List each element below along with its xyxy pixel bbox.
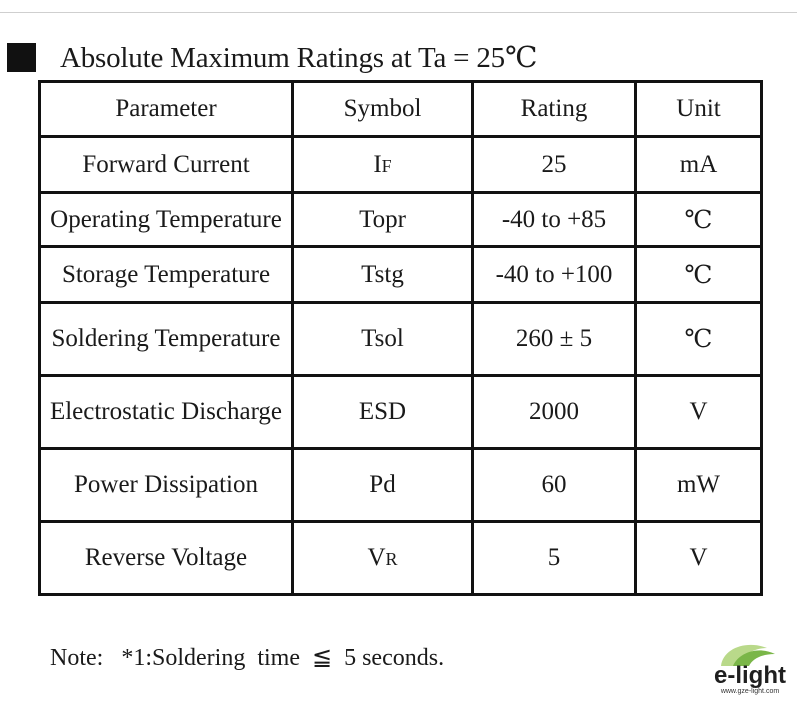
cell-parameter: Electrostatic Discharge: [40, 376, 293, 449]
cell-rating: 2000: [473, 376, 636, 449]
symbol-main: I: [373, 150, 382, 178]
symbol-subscript: F: [381, 155, 392, 176]
header-symbol: Symbol: [293, 82, 473, 137]
symbol-main: V: [367, 544, 386, 571]
cell-unit: V: [636, 376, 762, 449]
e-light-logo-mark: [707, 638, 793, 698]
symbol-main: Topr: [359, 205, 406, 233]
cell-unit: V: [636, 522, 762, 595]
header-parameter: Parameter: [40, 82, 293, 137]
cell-rating: 5: [473, 522, 636, 595]
soldering-note: Note: *1:Soldering time ≦ 5 seconds.: [50, 645, 445, 671]
cell-parameter: Operating Temperature: [40, 193, 293, 247]
table-header-row: [40, 82, 762, 137]
cell-unit: ℃: [636, 193, 762, 247]
table-row: [40, 193, 762, 247]
cell-symbol: [293, 449, 473, 522]
symbol-main: Tstg: [361, 260, 404, 288]
square-bullet-icon: [7, 43, 36, 72]
section-title: Absolute Maximum Ratings at Ta = 25℃: [60, 41, 538, 74]
table-row: [40, 522, 762, 595]
symbol-main: Tsol: [361, 325, 404, 352]
cell-parameter: Forward Current: [40, 137, 293, 193]
header-rating: Rating: [473, 82, 636, 137]
top-divider: [0, 12, 797, 13]
cell-symbol: [293, 193, 473, 247]
table-row: [40, 376, 762, 449]
cell-rating: -40 to +100: [473, 247, 636, 303]
cell-parameter: Reverse Voltage: [40, 522, 293, 595]
cell-symbol: [293, 247, 473, 303]
table-row: [40, 137, 762, 193]
e-light-logo: [707, 638, 793, 698]
symbol-subscript: R: [385, 549, 398, 569]
cell-symbol: [293, 137, 473, 193]
cell-parameter: Power Dissipation: [40, 449, 293, 522]
cell-unit: ℃: [636, 247, 762, 303]
cell-parameter: Soldering Temperature: [40, 303, 293, 376]
cell-parameter: Storage Temperature: [40, 247, 293, 303]
table-row: [40, 303, 762, 376]
section-header: [7, 40, 537, 74]
logo-brand-text: e-light: [714, 662, 786, 689]
cell-rating: 25: [473, 137, 636, 193]
cell-symbol: [293, 303, 473, 376]
cell-symbol: [293, 376, 473, 449]
cell-unit: mA: [636, 137, 762, 193]
header-unit: Unit: [636, 82, 762, 137]
table-row: [40, 449, 762, 522]
cell-symbol: [293, 522, 473, 595]
cell-unit: mW: [636, 449, 762, 522]
cell-rating: 60: [473, 449, 636, 522]
ratings-table: [38, 80, 763, 596]
table-row: [40, 247, 762, 303]
cell-unit: ℃: [636, 303, 762, 376]
symbol-main: ESD: [358, 398, 407, 425]
cell-rating: 260 ± 5: [473, 303, 636, 376]
symbol-main: Pd: [369, 471, 396, 498]
logo-url-text: www.gze-light.com: [720, 688, 780, 695]
cell-rating: -40 to +85: [473, 193, 636, 247]
